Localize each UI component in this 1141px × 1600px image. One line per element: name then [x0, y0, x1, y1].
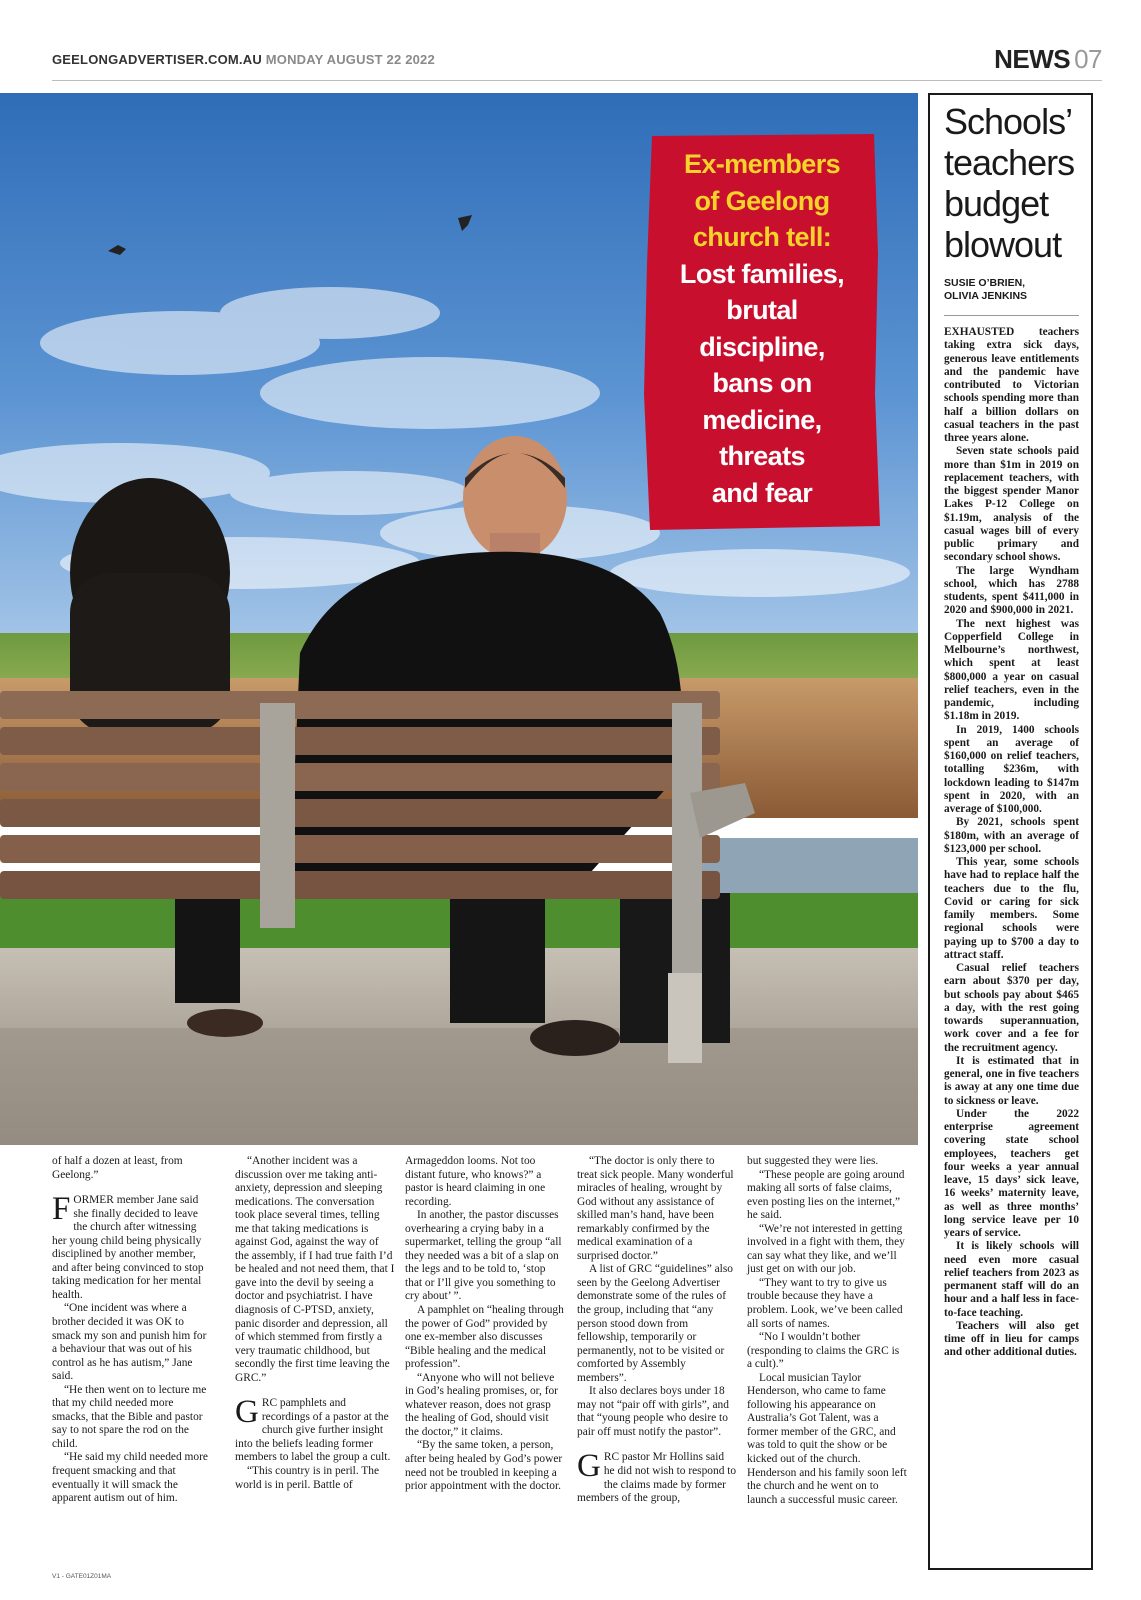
article-paragraph-text: RC pamphlets and recordings of a pastor at the church give further insight into the beliefs leading former members to label the group a cult.	[235, 1397, 391, 1464]
headline-line: medicine,	[702, 404, 822, 435]
article-paragraph: “By the same token, a person, after being healed by God’s power need not be troubled in keeping a prior appointment with the doctor.	[405, 1439, 563, 1493]
sidebar-paragraph: This year, some schools have had to replace half the teachers due to the flu, Covid or caring for sick family members. Some regional schools were paying up to $700 a day to attract staff.	[944, 856, 1079, 961]
sidebar-headline-line: Schools’	[944, 101, 1073, 142]
section-label	[994, 44, 1102, 75]
sidebar-headline-line: blowout	[944, 224, 1062, 265]
article-paragraph: A list of GRC “guidelines” also seen by the Geelong Advertiser demonstrate some of the rules of the group, including that “any person stood down from fellowship, temporarily or permanently, not to be visited or comforted by Assembly members”.	[577, 1263, 733, 1384]
article-paragraph-dropcap	[235, 1394, 395, 1465]
sidebar-paragraph: In 2019, 1400 schools spent an average of $160,000 on relief teachers, totalling $236m, with lockdown leading to $147m spent in 2020, with an average of $100,000.	[944, 723, 1079, 815]
sidebar-headline-line: teachers	[944, 142, 1075, 183]
article-paragraph: Armageddon looms. Not too distant future, who knows?” a pastor is heard claiming in one recording.	[405, 1155, 546, 1208]
article-column-3	[405, 1155, 565, 1494]
sidebar-paragraph: The next highest was Copperfield College in Melbourne’s northwest, which spent at least $800,000 a year on casual relief teachers, even in the pandemic, including $1.18m in 2019.	[944, 617, 1079, 723]
headline-line: discipline,	[699, 331, 825, 362]
page-number: 07	[1074, 44, 1102, 74]
sidebar-paragraph: EXHAUSTED teachers taking extra sick days, generous leave entitlements and the pandemic have contributed to Victorian schools spending more than half a billion dollars on casual teachers in the past three years alone.	[944, 326, 1079, 444]
headline-line: bans on	[712, 368, 812, 398]
byline-author: SUSIE O’BRIEN,	[944, 277, 1026, 289]
drop-cap: G	[577, 1448, 601, 1485]
article-paragraph-dropcap	[52, 1191, 212, 1302]
issue-date: MONDAY AUGUST 22 2022	[265, 52, 435, 67]
article-paragraph: “We’re not interested in getting involved in a fight with them, they can say what they like, and we’ll just get on with our job.	[747, 1222, 905, 1276]
sidebar-headline	[944, 101, 1079, 265]
headline-line: church tell:	[692, 222, 832, 252]
article-columns	[52, 1155, 914, 1560]
headline-line: brutal	[726, 295, 798, 325]
article-column-1	[52, 1155, 212, 1506]
article-paragraph: “Anyone who will not believe in God’s healing promises, or, for whatever reason, does not grasp the healing of God, should visit the doctor,” it claims.	[405, 1371, 558, 1438]
article-paragraph: A pamphlet on “healing through the power of God” provided by one ex-member also discusses “Bible healing and the medical profession”.	[405, 1304, 564, 1371]
article-paragraph: “This country is in peril. The world is in peril. Battle of	[235, 1465, 380, 1491]
section-name: NEWS	[994, 44, 1071, 74]
article-paragraph: “They want to try to give us trouble because they have a problem. Look, we’ve been called all sorts of names.	[747, 1276, 903, 1330]
article-paragraph: “The doctor is only there to treat sick people. Many wonderful miracles of healing, wrought by God without any assistance of skilled man’s hand, have been remarkably confirmed by the medical examination of a surprised doctor.”	[577, 1155, 734, 1262]
article-paragraph: of half a dozen at least, from Geelong.”	[52, 1155, 183, 1181]
article-paragraph: It also declares boys under 18 may not “pair off with girls”, and that “young people who desire to pair off must notify the pastor”.	[577, 1385, 729, 1438]
headline-line: and fear	[711, 477, 813, 508]
sidebar-paragraph: By 2021, schools spent $180m, with an average of $123,000 per school.	[944, 816, 1079, 855]
headline-line: threats	[719, 441, 805, 471]
sidebar-paragraph: Under the 2022 enterprise agreement covering state school employees, teachers get four weeks a year annual leave, 15 days’ sick leave, 16 weeks’ maternity leave, as well as three months’ long service leave per 10 years of service.	[944, 1107, 1079, 1239]
article-column-2	[235, 1155, 395, 1492]
article-paragraph-dropcap	[577, 1448, 737, 1505]
masthead	[52, 44, 1102, 81]
sidebar-paragraph: Seven state schools paid more than $1m in 2019 on replacement teachers, with the biggest spender Manor Lakes P-12 College on $1.19m, analysis of the casual wages bill of every public primary and secondary school shows.	[944, 445, 1079, 564]
article-paragraph-text: RC pastor Mr Hollins said he did not wish to respond to the claims made by former members of the group,	[577, 1451, 737, 1505]
article-column-5	[747, 1155, 907, 1507]
sidebar-body	[944, 326, 1079, 1360]
sidebar-paragraph: Casual relief teachers earn about $370 per day, but schools pay about $465 a day, with the rest going towards superannuation, work cover and a fee for the recruitment agency.	[944, 962, 1079, 1054]
drop-cap: F	[52, 1191, 71, 1228]
sidebar-paragraph: Teachers will also get time off in lieu for camps and other additional duties.	[944, 1319, 1079, 1359]
article-paragraph: “He then went on to lecture me that my child needed more smacks, that the Bible and pastor say to not spare the rod on the child.	[52, 1383, 207, 1450]
sidebar-headline-line: budget	[944, 183, 1049, 224]
article-paragraph: Local musician Taylor Henderson, who came to fame following his appearance on Australia’s Got Talent, was a former member of the GRC, and was told to quit the show or be kicked out of the church. Henderson and his family soon left the church and he went on to launch a successful music career.	[747, 1371, 907, 1506]
site-url[interactable]: GEELONGADVERTISER.COM.AU	[52, 52, 262, 67]
drop-cap: G	[235, 1394, 259, 1431]
site-date-line	[52, 52, 435, 67]
headline-line: of Geelong	[694, 185, 830, 216]
article-paragraph: “No I wouldn’t bother (responding to claims the GRC is a cult).”	[747, 1331, 900, 1371]
article-paragraph: but suggested they were lies.	[747, 1155, 879, 1167]
article-paragraph-text: ORMER member Jane said she finally decided to leave the church after witnessing her young child being physically disciplined by another member, and after being convinced to stop taking medication for her mental health.	[52, 1194, 204, 1301]
print-slug: V1 - GATE01Z01MA	[52, 1573, 112, 1580]
article-paragraph: In another, the pastor discusses overhearing a crying baby in a supermarket, telling the group “all they needed was a bit of a slap on the legs and to be told to, ‘stop that or I’ll give you something to cry about’ ”.	[405, 1209, 562, 1303]
article-paragraph: “He said my child needed more frequent smacking and that eventually it will smack the apparent autism out of him.	[52, 1451, 208, 1505]
byline-author: OLIVIA JENKINS	[944, 290, 1028, 302]
sidebar-byline	[944, 277, 1079, 316]
article-paragraph: “Another incident was a discussion over me taking anti-anxiety, depression and sleeping medications. The conversation took place several times, telling me that taking medications is against God, against the way of the assembly, if I had true faith I’d be healed and not need them, that I gave into the devil by seeing a doctor and psychiatrist. I have diagnosis of C-PTSD, anxiety, panic disorder and depression, all of which stemmed from firstly a very traumatic childhood, but secondly the first time leaving the GRC.”	[235, 1155, 395, 1384]
headline-text	[644, 146, 880, 511]
article-paragraph: “One incident was where a brother decided it was OK to smack my son and punish him for a behaviour that was out of his control as he has autism,” Jane said.	[52, 1302, 207, 1383]
sidebar-paragraph: It is likely schools will need even more casual relief teachers from 2023 as permanent staff will do an hour and a half less in face-to-face teaching.	[944, 1240, 1079, 1319]
sidebar-paragraph: It is estimated that in general, one in five teachers is away at any one time due to sickness or leave.	[944, 1054, 1079, 1107]
headline-line: Lost families,	[679, 258, 845, 289]
headline-badge	[644, 134, 880, 530]
article-column-4	[577, 1155, 737, 1506]
article-paragraph: “These people are going around making all sorts of false claims, even posting lies on the internet,” he said.	[747, 1168, 905, 1222]
headline-line: Ex-members	[683, 149, 841, 179]
sidebar-paragraph: The large Wyndham school, which has 2788 students, spent $411,000 in 2020 and $900,000 in 2021.	[944, 564, 1079, 617]
sidebar-story	[928, 93, 1093, 1570]
